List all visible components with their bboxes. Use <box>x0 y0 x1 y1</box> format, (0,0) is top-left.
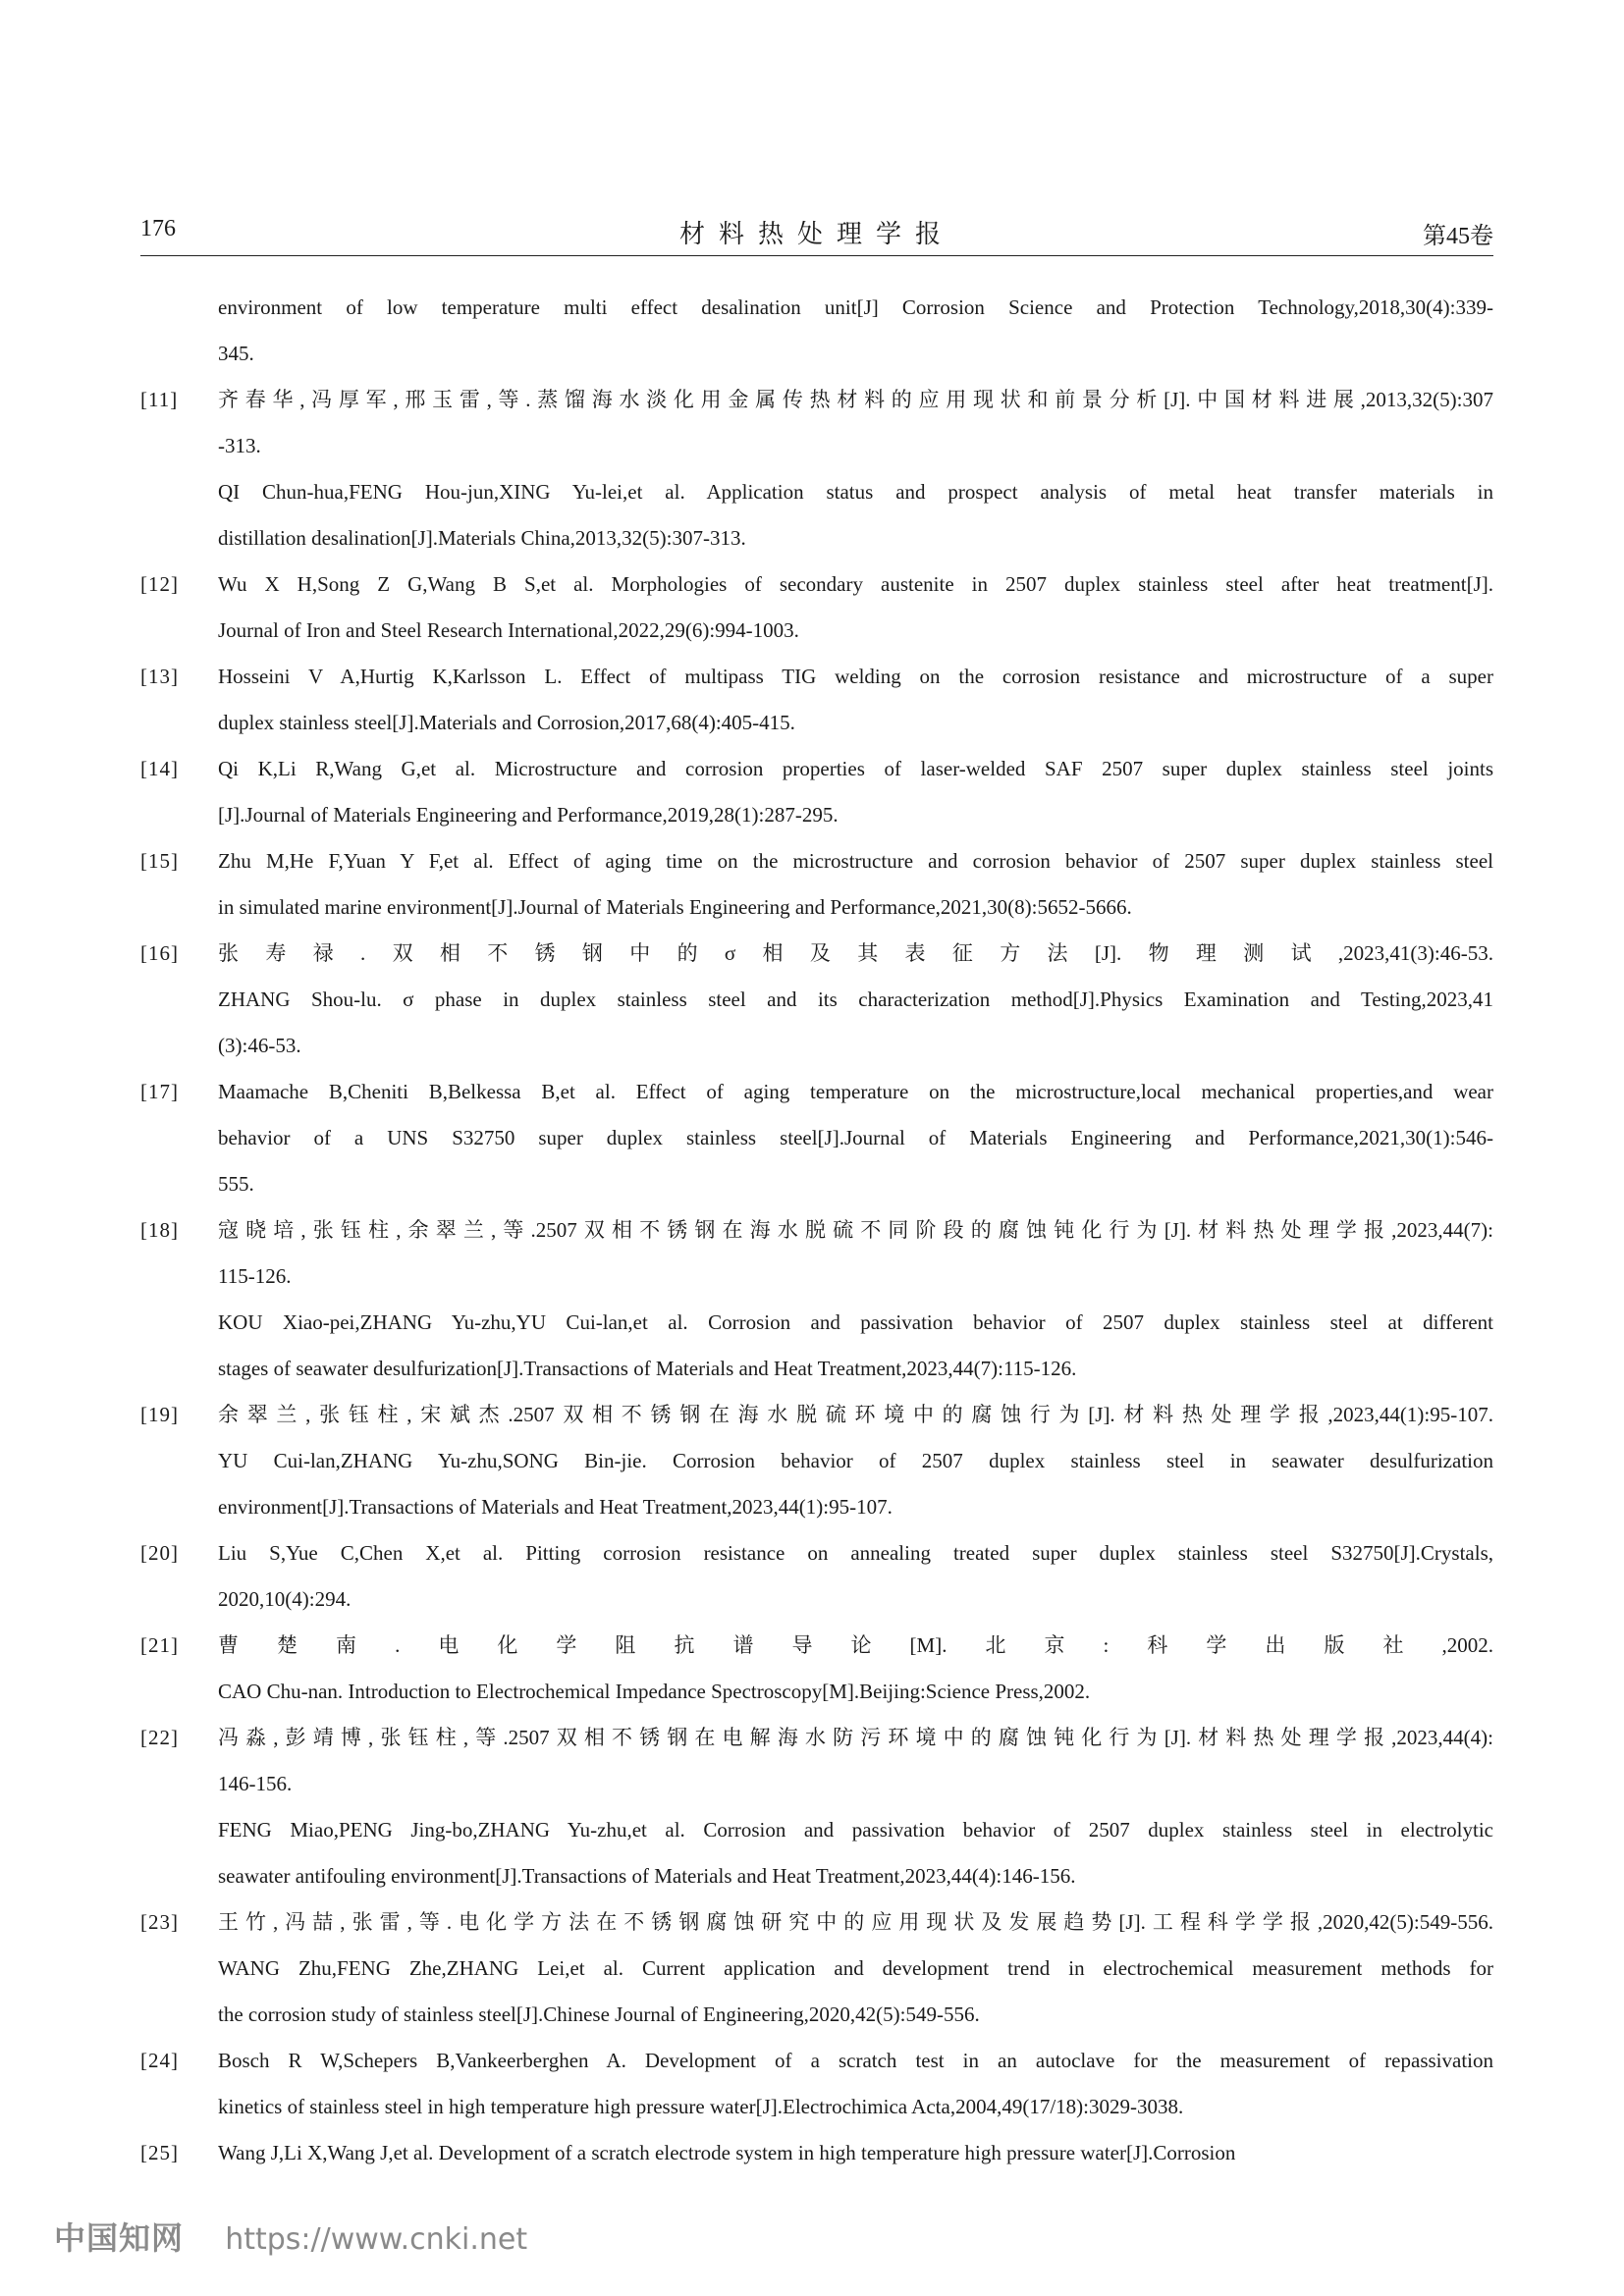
reference-text-line: FENG Miao,PENG Jing-bo,ZHANG Yu-zhu,et al. Corrosion and passivation behavior of 2507 duplex stainless steel in electrolytic <box>218 1818 1493 1842</box>
reference-text-line: WANG Zhu,FENG Zhe,ZHANG Lei,et al. Current application and development trend in electrochemical measurement methods for <box>218 1956 1493 1980</box>
reference-text-line: duplex stainless steel[J].Materials and Corrosion,2017,68(4):405-415. <box>218 711 795 734</box>
reference-number: [20] <box>140 1541 179 1565</box>
reference-number: [24] <box>140 2049 179 2072</box>
reference-text-line: 345. <box>218 342 254 365</box>
reference-text-line: kinetics of stainless steel in high temperature high pressure water[J].Electrochimica Acta,2004,49(17/18):3029-3038. <box>218 2095 1184 2118</box>
reference-text-line: seawater antifouling environment[J].Transactions of Materials and Heat Treatment,2023,44(4):146-156. <box>218 1864 1076 1888</box>
reference-text-line: the corrosion study of stainless steel[J].Chinese Journal of Engineering,2020,42(5):549-556. <box>218 2002 980 2026</box>
reference-text-line: QI Chun-hua,FENG Hou-jun,XING Yu-lei,et al. Application status and prospect analysis of metal heat transfer materials in <box>218 480 1493 504</box>
reference-text-line: 曹楚南.电化学阻抗谱导论[M].北京:科学出版社,2002. <box>218 1633 1493 1657</box>
reference-text-line: CAO Chu-nan. Introduction to Electrochemical Impedance Spectroscopy[M].Beijing:Science Press,2002. <box>218 1680 1091 1703</box>
reference-text-line: behavior of a UNS S32750 super duplex stainless steel[J].Journal of Materials Engineering and Performance,2021,30(1):546- <box>218 1126 1493 1149</box>
reference-item <box>140 746 1493 838</box>
reference-text-line: [J].Journal of Materials Engineering and Performance,2019,28(1):287-295. <box>218 803 839 827</box>
reference-text-line: Liu S,Yue C,Chen X,et al. Pitting corrosion resistance on annealing treated super duplex stainless steel S32750[J].Crystals, <box>218 1541 1493 1565</box>
reference-text-line: 冯淼,彭靖博,张钰柱,等.2507双相不锈钢在电解海水防污环境中的腐蚀钝化行为[J].材料热处理学报,2023,44(4): <box>218 1726 1493 1749</box>
reference-number: [15] <box>140 849 179 873</box>
reference-text-line: (3):46-53. <box>218 1034 301 1057</box>
watermark-url[interactable]: https://www.cnki.net <box>225 2222 528 2257</box>
reference-text-line: Bosch R W,Schepers B,Vankeerberghen A. Development of a scratch test in an autoclave for the measurement of repassivation <box>218 2049 1493 2072</box>
reference-text-line: Wu X H,Song Z G,Wang B S,et al. Morphologies of secondary austenite in 2507 duplex stainless steel after heat treatment[J]. <box>218 572 1493 596</box>
reference-number: [16] <box>140 941 179 965</box>
cnki-watermark <box>54 2214 527 2259</box>
reference-item <box>140 931 1493 1069</box>
reference-text-line: Journal of Iron and Steel Research International,2022,29(6):994-1003. <box>218 618 799 642</box>
reference-item <box>140 1715 1493 1899</box>
journal-title: 材料热处理学报 <box>678 220 954 248</box>
reference-number: [17] <box>140 1080 179 1103</box>
reference-item <box>140 1207 1493 1392</box>
reference-number: [19] <box>140 1403 179 1426</box>
reference-text-line: -313. <box>218 434 261 457</box>
reference-text-line: 寇晓培,张钰柱,余翠兰,等.2507双相不锈钢在海水脱硫不同阶段的腐蚀钝化行为[J].材料热处理学报,2023,44(7): <box>218 1218 1493 1242</box>
reference-number: [23] <box>140 1910 179 1934</box>
reference-item <box>140 285 1493 377</box>
reference-item <box>140 1069 1493 1207</box>
reference-item <box>140 1899 1493 2038</box>
reference-text-line: Qi K,Li R,Wang G,et al. Microstructure and corrosion properties of laser-welded SAF 2507 super duplex stainless steel joints <box>218 757 1493 780</box>
reference-text-line: KOU Xiao-pei,ZHANG Yu-zhu,YU Cui-lan,et al. Corrosion and passivation behavior of 2507 duplex stainless steel at different <box>218 1310 1493 1334</box>
watermark-brand: 中国知网 <box>54 2219 185 2257</box>
reference-number: [25] <box>140 2141 179 2164</box>
reference-text-line: Maamache B,Cheniti B,Belkessa B,et al. Effect of aging temperature on the microstructure,local mechanical properties,and wear <box>218 1080 1493 1103</box>
reference-item <box>140 1530 1493 1623</box>
reference-text-line: stages of seawater desulfurization[J].Transactions of Materials and Heat Treatment,2023,44(7):115-126. <box>218 1357 1077 1380</box>
reference-text-line: Hosseini V A,Hurtig K,Karlsson L. Effect of multipass TIG welding on the corrosion resistance and microstructure of a super <box>218 665 1493 688</box>
reference-text-line: 2020,10(4):294. <box>218 1587 352 1611</box>
reference-item <box>140 1623 1493 1715</box>
reference-text-line: 115-126. <box>218 1264 292 1288</box>
reference-item <box>140 2130 1493 2176</box>
reference-item <box>140 654 1493 746</box>
reference-text-line: 齐春华,冯厚军,邢玉雷,等.蒸馏海水淡化用金属传热材料的应用现状和前景分析[J].中国材料进展,2013,32(5):307 <box>218 388 1493 411</box>
reference-text-line: 146-156. <box>218 1772 293 1795</box>
reference-number: [21] <box>140 1633 179 1657</box>
reference-text-line: 余翠兰,张钰柱,宋斌杰.2507双相不锈钢在海水脱硫环境中的腐蚀行为[J].材料热处理学报,2023,44(1):95-107. <box>218 1403 1493 1426</box>
reference-text-line: 555. <box>218 1172 254 1196</box>
volume-label: 第45卷 <box>1423 224 1493 249</box>
reference-item <box>140 1392 1493 1530</box>
reference-text-line: Wang J,Li X,Wang J,et al. Development of a scratch electrode system in high temperature high pressure water[J].Corrosion <box>218 2141 1236 2164</box>
reference-number: [12] <box>140 572 179 596</box>
reference-item <box>140 561 1493 654</box>
reference-number: [11] <box>140 388 179 411</box>
reference-text-line: 张寿禄.双相不锈钢中的σ相及其表征方法[J].物理测试,2023,41(3):46-53. <box>218 941 1493 965</box>
reference-item <box>140 377 1493 561</box>
reference-number: [22] <box>140 1726 179 1749</box>
reference-number: [14] <box>140 757 179 780</box>
reference-list <box>140 285 1493 2176</box>
reference-number: [18] <box>140 1218 179 1242</box>
reference-text-line: in simulated marine environment[J].Journal of Materials Engineering and Performance,2021,30(8):5652-5666. <box>218 895 1132 919</box>
reference-text-line: Zhu M,He F,Yuan Y F,et al. Effect of aging time on the microstructure and corrosion behavior of 2507 super duplex stainless steel <box>218 849 1493 873</box>
reference-number: [13] <box>140 665 179 688</box>
page-number: 176 <box>140 216 176 241</box>
reference-item <box>140 838 1493 931</box>
reference-text-line: YU Cui-lan,ZHANG Yu-zhu,SONG Bin-jie. Corrosion behavior of 2507 duplex stainless steel in seawater desulfurization <box>218 1449 1493 1472</box>
reference-text-line: distillation desalination[J].Materials China,2013,32(5):307-313. <box>218 526 746 550</box>
running-header <box>140 214 1493 256</box>
reference-item <box>140 2038 1493 2130</box>
reference-text-line: environment of low temperature multi effect desalination unit[J] Corrosion Science and Protection Technology,2018,30(4):339- <box>218 295 1493 319</box>
reference-text-line: environment[J].Transactions of Materials and Heat Treatment,2023,44(1):95-107. <box>218 1495 893 1519</box>
reference-text-line: ZHANG Shou-lu. σ phase in duplex stainless steel and its characterization method[J].Physics Examination and Testing,2023,41 <box>218 988 1493 1011</box>
reference-text-line: 王竹,冯喆,张雷,等.电化学方法在不锈钢腐蚀研究中的应用现状及发展趋势[J].工程科学学报,2020,42(5):549-556. <box>218 1910 1493 1934</box>
